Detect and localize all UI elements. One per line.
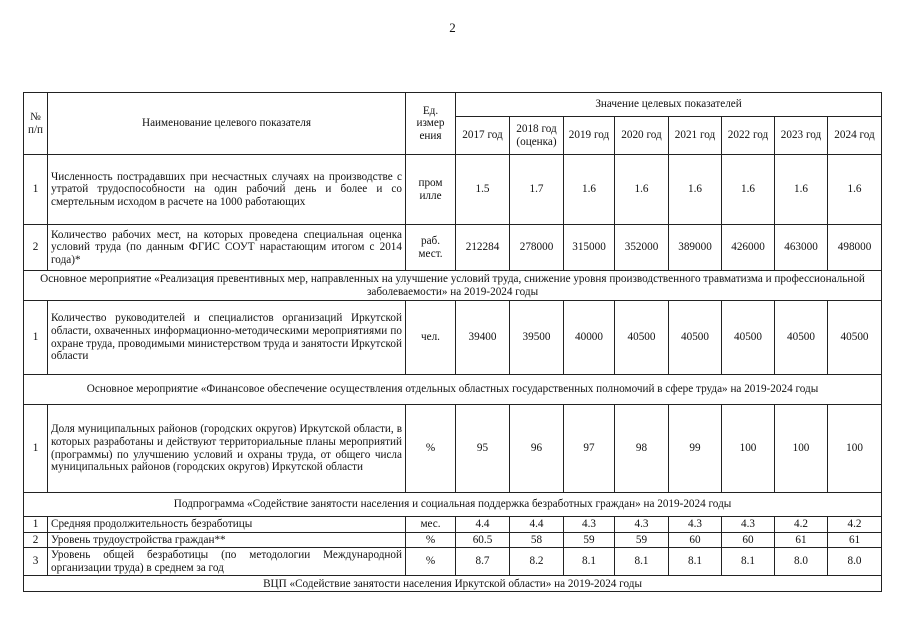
table-row (24, 405, 882, 493)
header-name: Наименование целевого показателя (48, 93, 406, 155)
row-unit: % (406, 532, 456, 548)
row-value: 8.1 (564, 548, 615, 576)
header-year: 2020 год (615, 117, 669, 155)
row-value: 39500 (510, 301, 564, 375)
row-value: 59 (615, 532, 669, 548)
row-value: 389000 (669, 225, 722, 271)
row-unit: % (406, 405, 456, 493)
table-row (24, 225, 882, 271)
header-year: 2018 год (оценка) (510, 117, 564, 155)
row-value: 8.2 (510, 548, 564, 576)
table-row (24, 301, 882, 375)
row-value: 278000 (510, 225, 564, 271)
table-row (24, 517, 882, 533)
section-heading: Основное мероприятие «Финансовое обеспечение осуществления отдельных областных государственных полномочий в сфере труда» на 2019-2024 годы (24, 375, 882, 405)
row-value: 40000 (564, 301, 615, 375)
row-value: 315000 (564, 225, 615, 271)
row-unit: чел. (406, 301, 456, 375)
row-value: 97 (564, 405, 615, 493)
row-name: Численность пострадавших при несчастных случаях на производстве с утратой трудоспособности на один рабочий день и более и со смертельным исходом в расчете на 1000 работающих (48, 155, 406, 225)
row-value: 60 (722, 532, 775, 548)
row-value: 4.2 (775, 517, 828, 533)
header-values-group: Значение целевых показателей (456, 93, 882, 117)
header-year: 2017 год (456, 117, 510, 155)
header-num: № п/п (24, 93, 48, 155)
row-value: 96 (510, 405, 564, 493)
row-value: 58 (510, 532, 564, 548)
row-value: 1.6 (669, 155, 722, 225)
row-value: 100 (722, 405, 775, 493)
row-name: Количество рабочих мест, на которых проведена специальная оценка условий труда (по данным ФГИС СОУТ нарастающим итогом с 2014 года)* (48, 225, 406, 271)
row-value: 463000 (775, 225, 828, 271)
row-value: 8.1 (669, 548, 722, 576)
row-name: Доля муниципальных районов (городских округов) Иркутской области, в которых разработаны и действуют территориальные планы мероприятий (программы) по улучшению условий и охраны труда, от общего числа муниципальных районов (городских округов) Иркутской области (48, 405, 406, 493)
row-value: 1.6 (615, 155, 669, 225)
row-value: 8.7 (456, 548, 510, 576)
row-value: 40500 (669, 301, 722, 375)
row-value: 426000 (722, 225, 775, 271)
row-value: 99 (669, 405, 722, 493)
row-value: 100 (775, 405, 828, 493)
table-row (24, 548, 882, 576)
row-value: 498000 (828, 225, 882, 271)
row-value: 4.3 (615, 517, 669, 533)
row-name: Уровень общей безработицы (по методологии Международной организации труда) в среднем за год (48, 548, 406, 576)
row-value: 59 (564, 532, 615, 548)
row-value: 60 (669, 532, 722, 548)
header-year: 2022 год (722, 117, 775, 155)
row-unit: раб. мест. (406, 225, 456, 271)
row-value: 95 (456, 405, 510, 493)
row-value: 1.6 (722, 155, 775, 225)
row-unit: % (406, 548, 456, 576)
row-value: 40500 (615, 301, 669, 375)
header-year: 2024 год (828, 117, 882, 155)
target-indicators-table (23, 92, 882, 592)
row-num: 2 (24, 532, 48, 548)
row-value: 1.6 (775, 155, 828, 225)
table-row (24, 532, 882, 548)
row-value: 40500 (828, 301, 882, 375)
header-year: 2023 год (775, 117, 828, 155)
section-heading: Основное мероприятие «Реализация превентивных мер, направленных на улучшение условий труда, снижение уровня производственного травматизма и профессиональной заболеваемости» на 2019-2024 годы (24, 271, 882, 301)
row-value: 1.5 (456, 155, 510, 225)
row-value: 1.6 (828, 155, 882, 225)
header-unit: Ед. измер ения (406, 93, 456, 155)
row-value: 4.3 (722, 517, 775, 533)
row-value: 100 (828, 405, 882, 493)
page-number: 2 (449, 20, 456, 35)
row-num: 1 (24, 155, 48, 225)
row-num: 2 (24, 225, 48, 271)
section-heading: Подпрограмма «Содействие занятости населения и социальная поддержка безработных граждан» на 2019-2024 годы (24, 493, 882, 517)
row-value: 61 (775, 532, 828, 548)
row-value: 8.0 (775, 548, 828, 576)
row-name: Количество руководителей и специалистов организаций Иркутской области, охваченных информационно-методическими мероприятиями по охране труда, проводимыми министерством труда и занятости Иркутской области (48, 301, 406, 375)
row-value: 4.3 (669, 517, 722, 533)
row-value: 1.7 (510, 155, 564, 225)
row-value: 40500 (775, 301, 828, 375)
row-num: 1 (24, 405, 48, 493)
row-value: 352000 (615, 225, 669, 271)
row-name: Средняя продолжительность безработицы (48, 517, 406, 533)
table-row (24, 155, 882, 225)
row-value: 8.0 (828, 548, 882, 576)
row-value: 40500 (722, 301, 775, 375)
row-value: 4.2 (828, 517, 882, 533)
row-name: Уровень трудоустройства граждан** (48, 532, 406, 548)
row-unit: мес. (406, 517, 456, 533)
row-value: 4.4 (456, 517, 510, 533)
row-num: 1 (24, 517, 48, 533)
header-year: 2019 год (564, 117, 615, 155)
row-num: 3 (24, 548, 48, 576)
row-value: 4.3 (564, 517, 615, 533)
row-value: 98 (615, 405, 669, 493)
row-value: 60.5 (456, 532, 510, 548)
row-unit: пром илле (406, 155, 456, 225)
row-value: 61 (828, 532, 882, 548)
section-heading: ВЦП «Содействие занятости населения Иркутской области» на 2019-2024 годы (24, 576, 882, 592)
row-num: 1 (24, 301, 48, 375)
row-value: 1.6 (564, 155, 615, 225)
row-value: 4.4 (510, 517, 564, 533)
row-value: 8.1 (722, 548, 775, 576)
row-value: 212284 (456, 225, 510, 271)
row-value: 39400 (456, 301, 510, 375)
row-value: 8.1 (615, 548, 669, 576)
header-year: 2021 год (669, 117, 722, 155)
